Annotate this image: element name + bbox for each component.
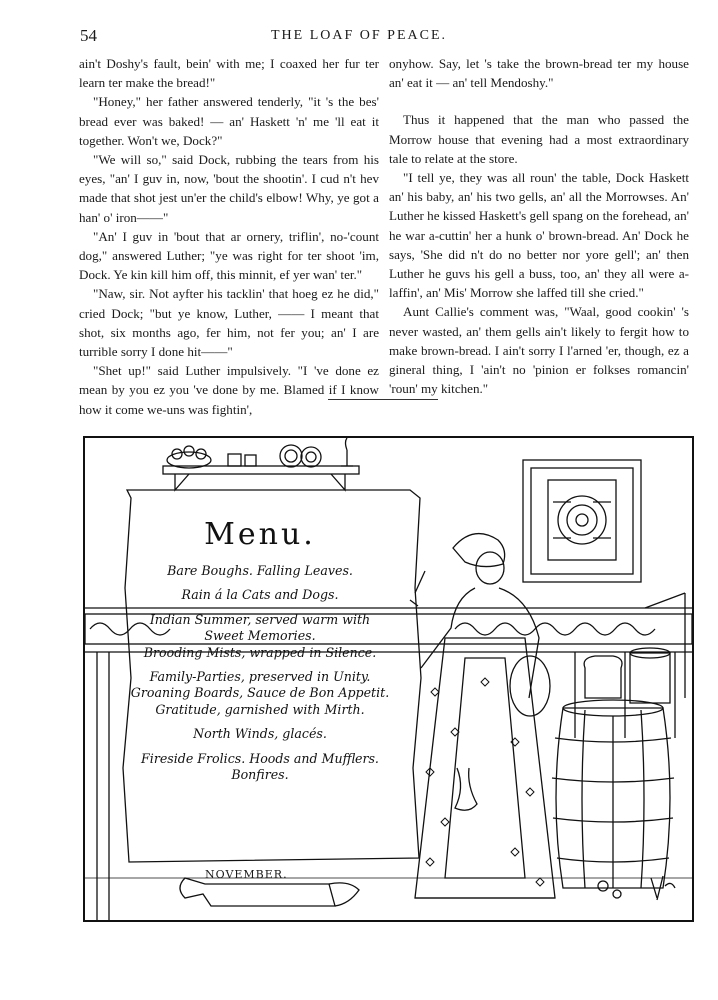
menu-line: Bonfires.	[231, 767, 289, 783]
paragraph: Aunt Callie's comment was, "Waal, good cookin' 's never wasted, an' them gells ain't likely to fergit how to make brown-bread. I ain't sorry I l'arned 'er, though, ez a gineral thing, I 'ain't no 'pinion er folkses romancin' 'roun' my kitchen."	[389, 304, 689, 397]
running-title: THE LOAF OF PEACE.	[270, 28, 447, 43]
paragraph: "Naw, sir. Not ayfter his tacklin' that hoeg ez he did," cried Dock; "but ye know, Luther, —— I meant that shot, six months ago, fer him, not fer you; an' I are turrible sorry I done hit——"	[79, 286, 379, 360]
paragraph: "I tell ye, they was all roun' the table, Dock Haskett an' his baby, an' his two gells, an' all the Morrowses. An' Luther he kissed Haskett's gell spang on the forehead, an' he war a-cuttin' her a hunk o' brown-bread. An' Dock he says, 'She did n't do no better nor yore gell'; an' then Luther he guvs his gell a buss, too, an' they all were a-laffin', an' Mis' Morrow she laffed till she cried."	[389, 170, 689, 301]
menu-line: North Winds, glacés.	[193, 726, 327, 742]
menu-line: Bare Boughs. Falling Leaves.	[167, 563, 353, 578]
paragraph: "Honey," her father answered tenderly, "it 's the bes' bread ever was baked! — an' Haskett 'n' me 'll eat it together. Won't we, Dock?"	[79, 94, 379, 148]
paragraph: ain't Doshy's fault, bein' with me; I coaxed her fur ter learn ter make the bread!"	[79, 56, 379, 91]
month-banner: NOVEMBER.	[205, 868, 288, 881]
menu-card	[115, 515, 405, 783]
menu-line: Groaning Boards, Sauce de Bon Appetit.	[130, 685, 390, 701]
paragraph: Thus it happened that the man who passed the Morrow house that evening had a most extraordinary tale to relate at the store.	[389, 112, 689, 166]
menu-line: Rain á la Cats and Dogs.	[181, 587, 339, 603]
menu-line: Fireside Frolics. Hoods and Mufflers.	[141, 750, 379, 766]
right-column	[389, 54, 689, 398]
menu-separator	[115, 579, 405, 587]
menu-illustration	[83, 436, 694, 922]
menu-line: Family-Parties, preserved in Unity.	[149, 669, 371, 685]
menu-separator	[115, 604, 405, 612]
menu-separator	[115, 718, 405, 726]
paragraph: "Shet up!" said Luther impulsively. "I 've done ez mean by you ez you 've done by me. Blamed if I know how it come we-uns was fightin',	[79, 363, 379, 417]
paragraph: onyhow. Say, let 's take the brown-bread ter my house an' eat it — an' tell Mendoshy."	[389, 56, 689, 91]
menu-separator	[115, 661, 405, 669]
menu-line: Sweet Memories.	[204, 628, 316, 644]
menu-title: Menu.	[204, 517, 316, 552]
menu-line: Indian Summer, served warm with	[149, 611, 371, 627]
paragraph: "We will so," said Dock, rubbing the tears from his eyes, "an' I guv in, now, 'bout the shootin'. I cud n't hev made that shot jest un'er the child's elbow! Why, ye got a han' o' iron——"	[79, 152, 379, 225]
paragraph: "An' I guv in 'bout that ar ornery, triflin', no-'count dog," answered Luther; "ye was right for ter shoot 'im, Dock. Ye kin kill him off, this minnit, ef yer wan' ter."	[79, 228, 379, 283]
left-column	[79, 54, 379, 419]
section-divider	[328, 399, 438, 400]
page-number: 54	[80, 26, 97, 45]
menu-line: Brooding Mists, wrapped in Silence.	[143, 644, 377, 660]
menu-separator	[115, 743, 405, 751]
menu-line: Gratitude, garnished with Mirth.	[155, 701, 365, 717]
